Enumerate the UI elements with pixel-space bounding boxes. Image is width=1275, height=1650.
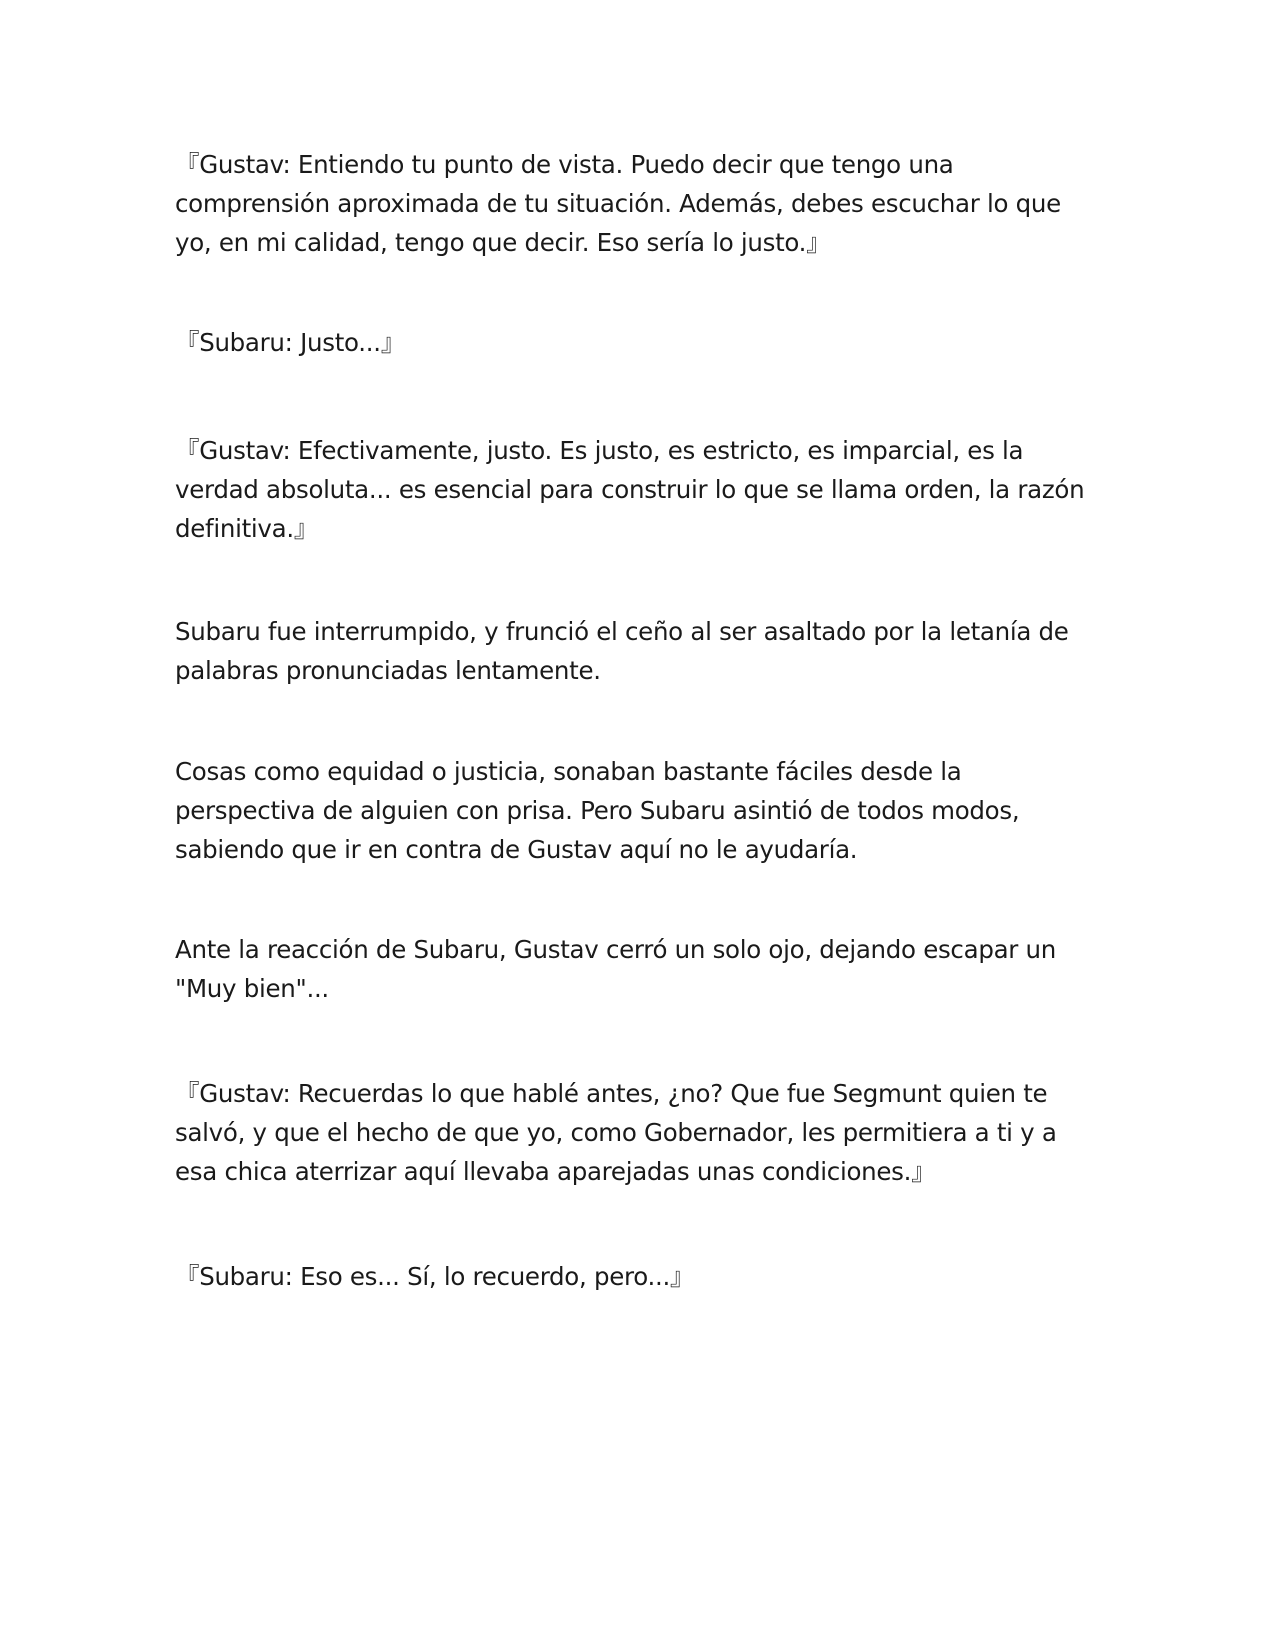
paragraph-narration-2: Cosas como equidad o justicia, sonaban bastante fáciles desde la perspectiva de alguien con prisa. Pero Subaru asintió de todos modos, sabiendo que ir en contra de Gustav aquí no le ayudaría. [175,757,1020,864]
paragraph-subaru-2: 『Subaru: Eso es... Sí, lo recuerdo, pero...』 [175,1262,695,1291]
paragraph-narration-3: Ante la reacción de Subaru, Gustav cerró un solo ojo, dejando escapar un "Muy bien"... [175,935,1057,1003]
paragraph-gustav-1: 『Gustav: Entiendo tu punto de vista. Puedo decir que tengo una comprensión aproximada de tu situación. Además, debes escuchar lo que yo, en mi calidad, tengo que decir. Eso sería lo justo.』 [175,150,1061,257]
paragraph-gustav-2: 『Gustav: Efectivamente, justo. Es justo, es estricto, es imparcial, es la verdad absoluta... es esencial para construir lo que se llama orden, la razón definitiva.』 [175,436,1085,543]
paragraph-gustav-3: 『Gustav: Recuerdas lo que hablé antes, ¿no? Que fue Segmunt quien te salvó, y que el hecho de que yo, como Gobernador, les permitiera a ti y a esa chica aterrizar aquí llevaba aparejadas unas condiciones.』 [175,1079,1057,1186]
paragraph-subaru-1: 『Subaru: Justo...』 [175,328,405,357]
paragraph-narration-1: Subaru fue interrumpido, y frunció el ceño al ser asaltado por la letanía de palabras pronunciadas lentamente. [175,617,1069,685]
